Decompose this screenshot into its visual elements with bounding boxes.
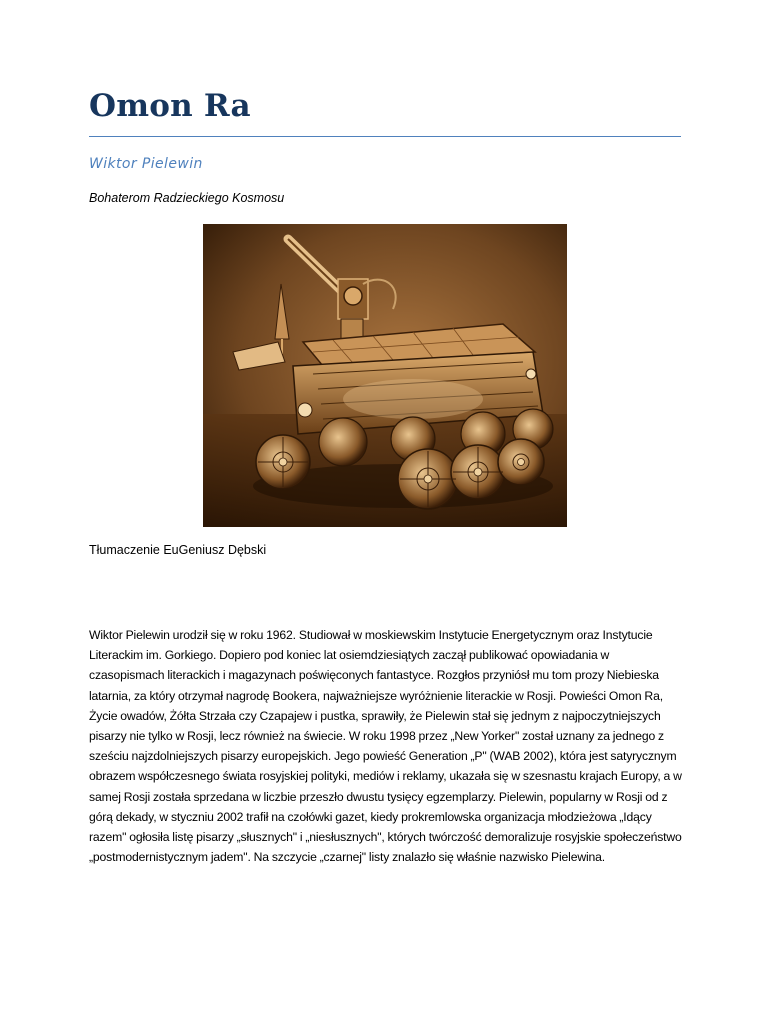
author-name: Wiktor Pielewin [89,156,203,172]
title-underline [89,136,681,137]
lunar-rover-image [203,224,567,527]
page-title: Omon Ra [89,88,251,124]
author-biography: Wiktor Pielewin urodził się w roku 1962. Studiował w moskiewskim Instytucie Energetycznym oraz Instytucie Literackim im. Gorkiego. Dopiero pod koniec lat osiemdziesiątych zaczął publikować opowiadania w czasopismach literackich i magazynach poświęconych fantastyce. Rozgłos przyniósł mu tom prozy Niebieska latarnia, za który otrzymał nagrodę Bookera, najważniejsze wyróżnienie literackie w Rosji. Powieści Omon Ra, Życie owadów, Żółta Strzała czy Czapajew i pustka, sprawiły, że Pielewin stał się jednym z najpoczytniejszych pisarzy nie tylko w Rosji, lecz również na świecie. W roku 1998 przez „New Yorker" został uznany za jednego z sześciu najzdolniejszych pisarzy europejskich. Jego powieść Generation „P" (WAB 2002), która jest satyrycznym obrazem współczesnego świata rosyjskiej polityki, mediów i reklamy, ukazała się w szesnastu krajach Europy, a w samej Rosji została sprzedana w liczbie przeszło dwustu tysięcy egzemplarzy. Pielewin, popularny w Rosji od z górą dekady, w styczniu 2002 trafił na czołówki gazet, kiedy prokremlowska organizacja młodzieżowa „Idący razem" ogłosiła listę pisarzy „słusznych" i „niesłusznych", których twórczość demoralizuje rosyjskie społeczeństwo „postmodernistycznym jadem". Na szczycie „czarnej" listy znalazło się właśnie nazwisko Pielewina. [89,628,682,865]
dedication: Bohaterom Radzieckiego Kosmosu [89,191,285,205]
translator-credit: Tłumaczenie EuGeniusz Dębski [89,543,267,557]
